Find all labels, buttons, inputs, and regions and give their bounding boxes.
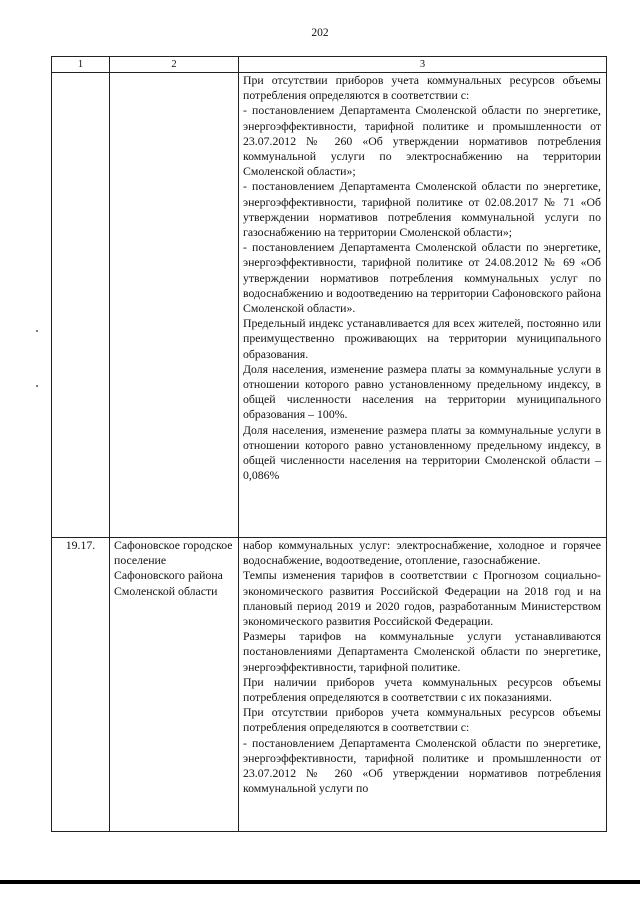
tariff-table — [51, 56, 607, 832]
paragraph: Размеры тарифов на коммунальные услуги устанавливаются постановлениями Департамента Смоленской области по энергетике, энергоэффективности, тарифной политике. — [243, 629, 601, 674]
paragraph: набор коммунальных услуг: электроснабжение, холодное и горячее водоснабжение, водоотведение, отопление, газоснабжение. — [243, 538, 601, 568]
paragraph: Темпы изменения тарифов в соответствии с Прогнозом социально-экономического развития Российской Федерации на 2018 год и на плановый период 2019 и 2020 годов, разработанным Министерством экономического развития Российской Федерации. — [243, 568, 601, 629]
table-header-row — [52, 57, 607, 73]
header-col-1: 1 — [52, 57, 110, 73]
paragraph: При наличии приборов учета коммунальных ресурсов объемы потребления определяются в соответствии с их показаниями. — [243, 674, 601, 705]
row-description — [239, 538, 607, 832]
paragraph: Доля населения, изменение размера платы за коммунальные услуги в отношении которого равно установленному предельному индексу, в общей численности населения на территории муниципального образования – 100%. — [243, 361, 601, 422]
row-number: 19.17. — [52, 538, 110, 832]
paragraph: - постановлением Департамента Смоленской области по энергетике, энергоэффективности, тарифной политике от 02.08.2017 № 71 «Об утверждении нормативов потребления коммунальной услуги по газоснабжению на территории Смоленской области»; — [243, 179, 601, 240]
paragraph: Предельный индекс устанавливается для всех жителей, постоянно или преимущественно проживающих на территории муниципального образования. — [243, 316, 601, 361]
page-number: 202 — [311, 27, 329, 39]
scan-speck — [36, 385, 38, 387]
row-place — [110, 73, 239, 538]
paragraph: Доля населения, изменение размера платы за коммунальные услуги в отношении которого равно установленному предельному индексу, в общей численности населения на территории Смоленской области – 0,086% — [243, 422, 601, 483]
paragraph: - постановлением Департамента Смоленской области по энергетике, энергоэффективности, тарифной политике и промышленности от 23.07.2012 № 260 «Об утверждении нормативов потребления коммунальной услуги по — [243, 735, 601, 796]
row-place: Сафоновское городское поселение Сафоновского района Смоленской области — [110, 538, 239, 832]
scan-bottom-border — [0, 880, 640, 884]
row-number — [52, 73, 110, 538]
header-col-3: 3 — [239, 57, 607, 73]
paragraph: - постановлением Департамента Смоленской области по энергетике, энергоэффективности, тарифной политике от 24.08.2012 № 69 «Об утверждении нормативов потребления коммунальных услуг по водоснабжению и водоотведению на территории Сафоновского района Смоленской области». — [243, 240, 601, 316]
paragraph: - постановлением Департамента Смоленской области по энергетике, энергоэффективности, тарифной политике и промышленности от 23.07.2012 № 260 «Об утверждении нормативов потребления коммунальной услуги по электроснабжению на территории Смоленской области»; — [243, 103, 601, 179]
scan-speck — [36, 330, 38, 332]
table-row — [52, 73, 607, 538]
header-col-2: 2 — [110, 57, 239, 73]
table-row — [52, 538, 607, 832]
paragraph: При отсутствии приборов учета коммунальных ресурсов объемы потребления определяются в соответствии с: — [243, 73, 601, 103]
row-description — [239, 73, 607, 538]
paragraph: При отсутствии приборов учета коммунальных ресурсов объемы потребления определяются в соответствии с: — [243, 705, 601, 735]
